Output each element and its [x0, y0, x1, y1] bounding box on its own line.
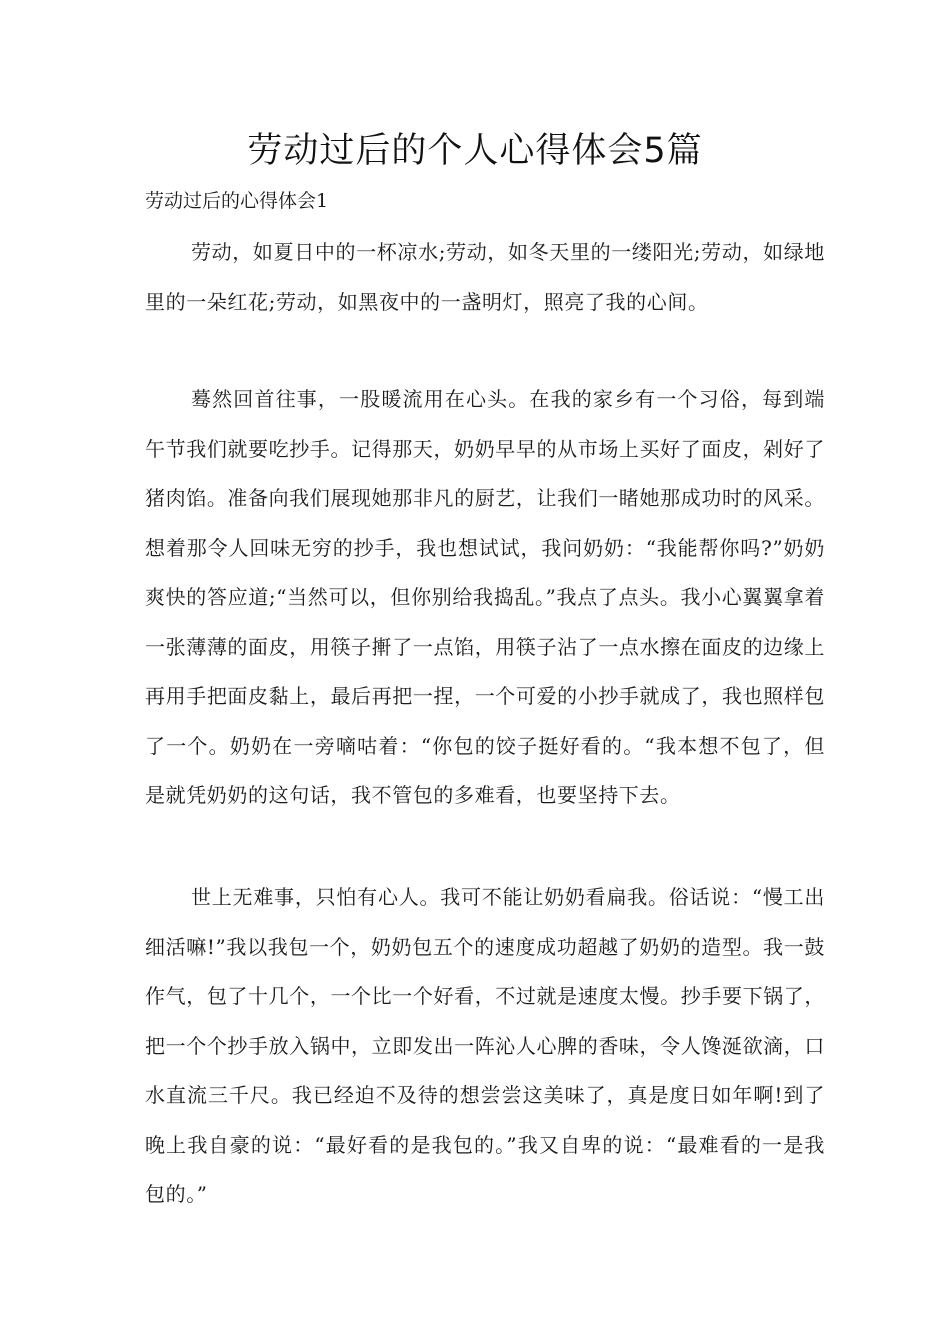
document-title: 劳动过后的个人心得体会5篇 — [247, 131, 703, 171]
paragraph: 蓦然回首往事，一股暖流用在心头。在我的家乡有一个习俗，每到端午节我们就要吃抄手。记得那天，奶奶早早的从市场上买好了面皮，剁好了猪肉馅。准备向我们展现她那非凡的厨艺，让我们一睹她那成功时的风采。想着那令人回味无穷的抄手，我也想试试，我问奶奶：“我能帮你吗?”奶奶爽快的答应道;“当然可以，但你别给我捣乱。”我点了点头。我小心翼翼拿着一张薄薄的面皮，用筷子搟了一点馅，用筷子沾了一点水擦在面皮的边缘上再用手把面皮黏上，最后再把一捏，一个可爱的小抄手就成了，我也照样包了一个。奶奶在一旁嘀咕着：“你包的饺子挺好看的。“我本想不包了，但是就凭奶奶的这句话，我不管包的多难看，也要坚持下去。 — [145, 387, 825, 807]
section-heading: 劳动过后的心得体会1 — [145, 190, 329, 212]
paragraph: 劳动，如夏日中的一杯凉水;劳动，如冬天里的一缕阳光;劳动，如绿地里的一朵红花;劳动，如黑夜中的一盏明灯，照亮了我的心间。 — [145, 240, 825, 314]
paragraph: 世上无难事，只怕有心人。我可不能让奶奶看扁我。俗话说：“慢工出细活嘛!”我以我包一个，奶奶包五个的速度成功超越了奶奶的造型。我一鼓作气，包了十几个，一个比一个好看，不过就是速度太慢。抄手要下锅了，把一个个抄手放入锅中，立即发出一阵沁人心脾的香味，令人馋涎欲滴，口水直流三千尺。我已经迫不及待的想尝尝这美味了，真是度日如年啊!到了晚上我自豪的说：“最好看的是我包的。”我又自卑的说：“最难看的一是我包的。” — [145, 885, 825, 1206]
